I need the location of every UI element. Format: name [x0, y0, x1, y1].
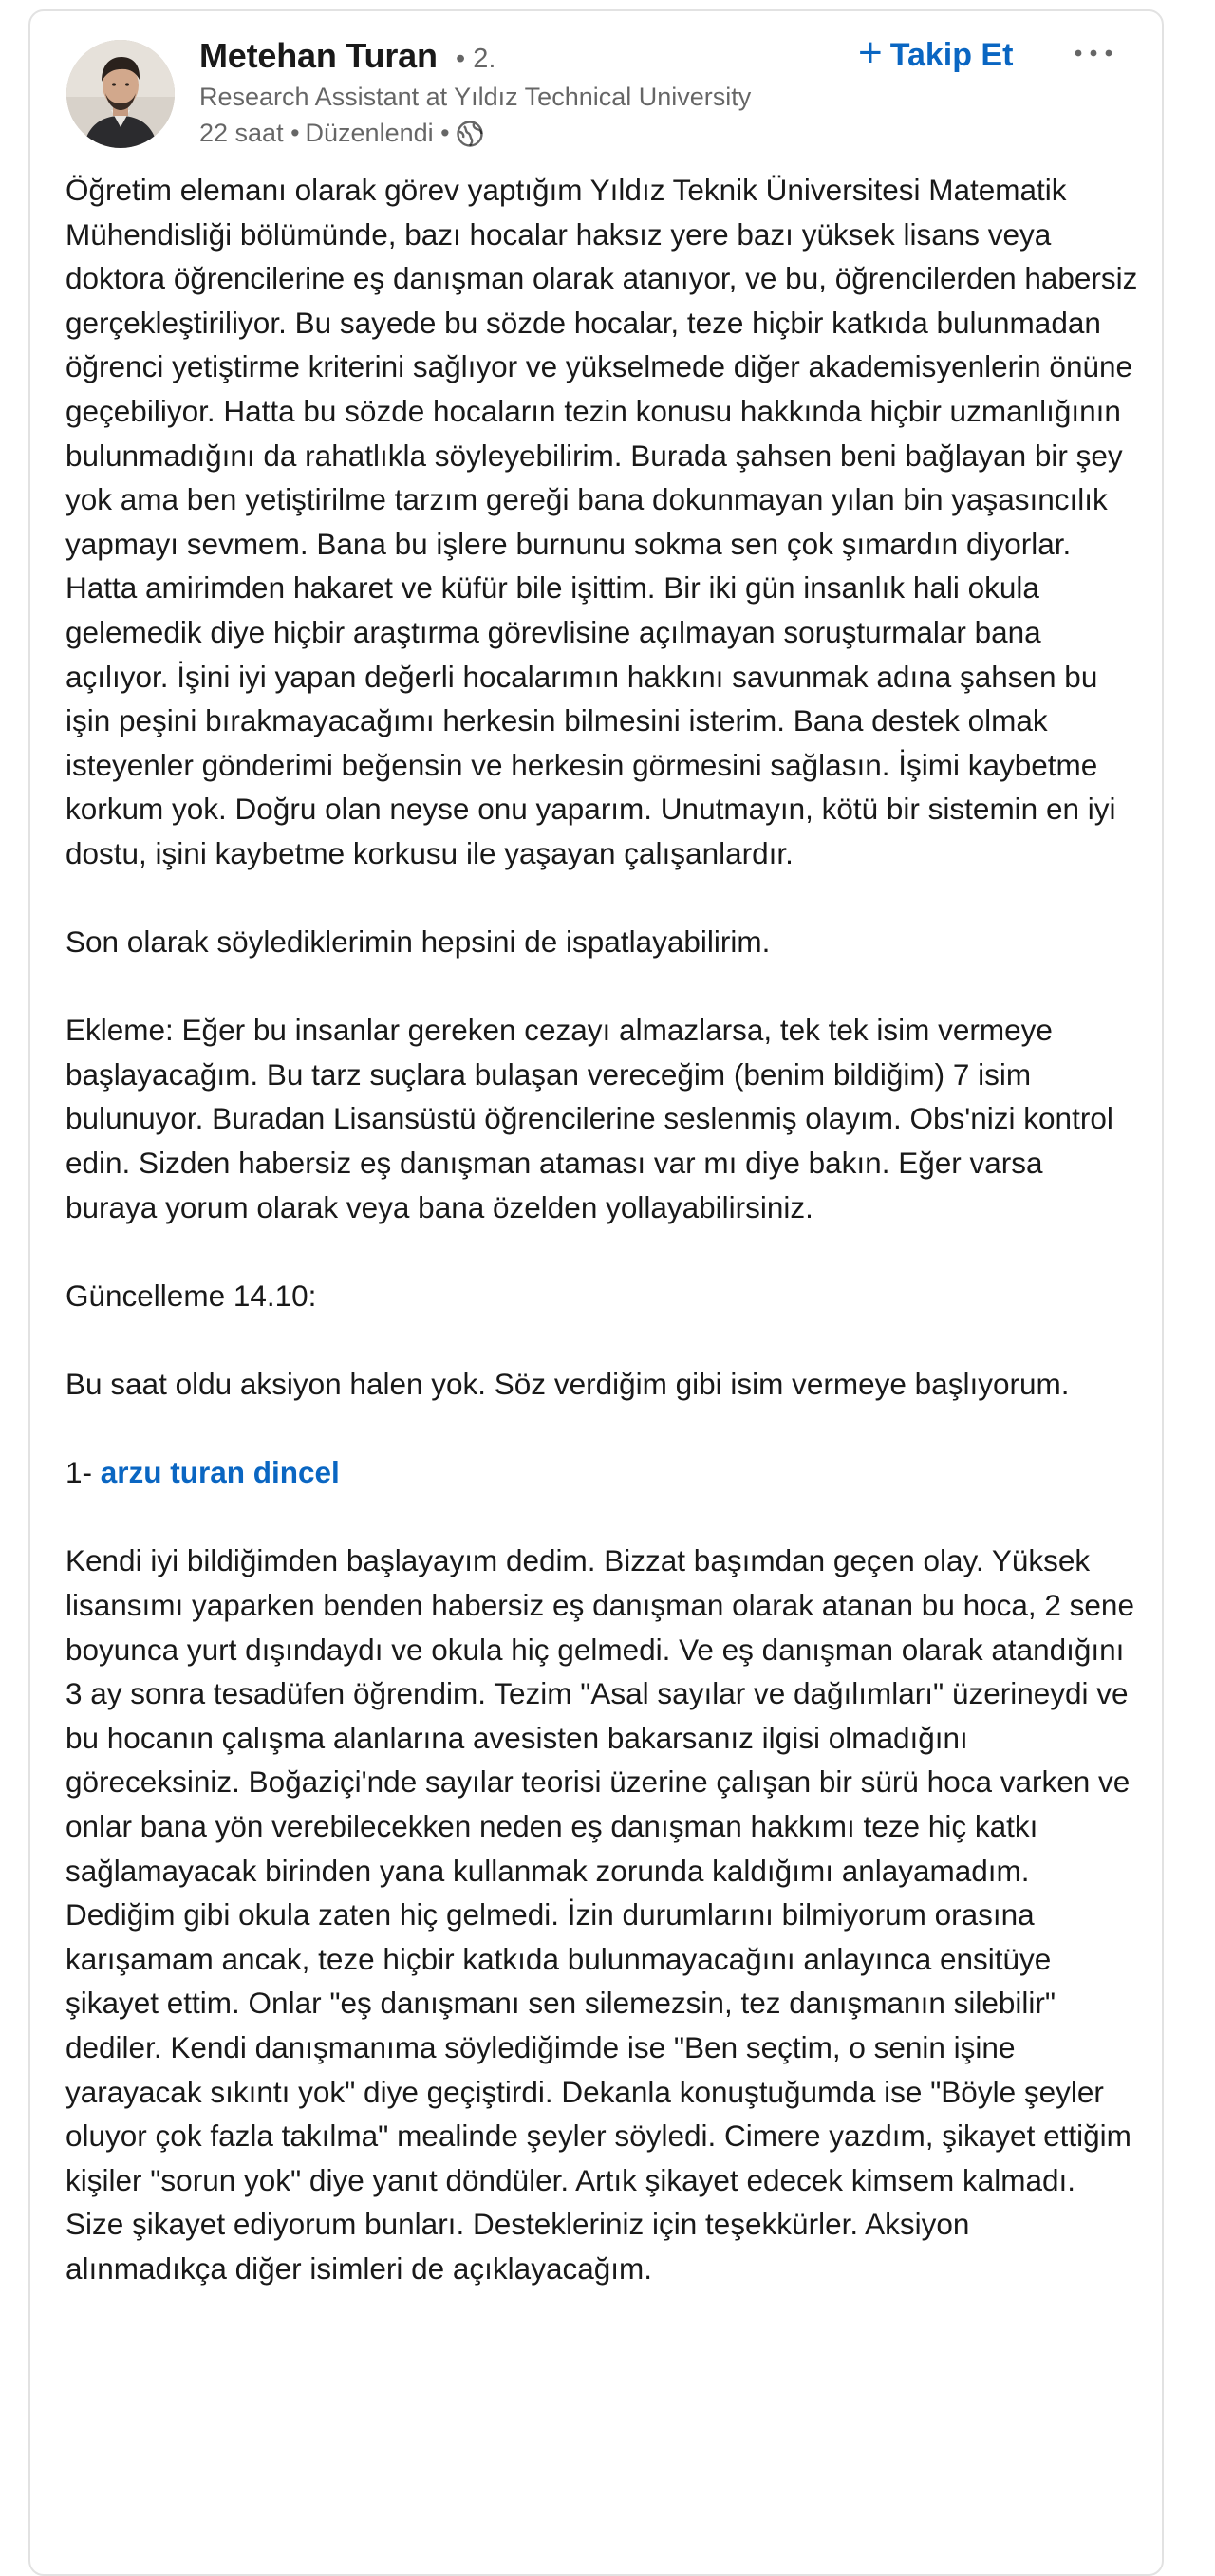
post-meta [199, 119, 484, 148]
post-body [65, 168, 1138, 2291]
post-paragraph: Kendi iyi bildiğimden başlayayım dedim. Bizzat başımdan geçen olay. Yüksek lisansımı yaparken benden habersiz eş danışman olarak atanan bu hoca, 2 sene boyunca yurt dışındaydı ve okula hiç gelmedi. Ve eş danışman olarak atandığını 3 ay sonra tesadüfen öğrendim. Tezim "Asal sayılar ve dağılımları" üzerineydi ve bu hocanın çalışma alanlarına avesisten bakarsanız ilgisi olmadığını göreceksiniz. Boğaziçi'nde sayılar teorisi üzerine çalışan bir sürü hoca varken ve onlar bana yön verebilecekken neden eş danışman hakkımı teze hiç katkı sağlamayacak birinden yana kullanmak zorunda kaldığımı anlayamadım. Dediğim gibi okula zaten hiç gelmedi. İzin durumlarını bilmiyorum orasına karışamam ancak, teze hiçbir katkıda bulunmayacağını anlayınca ensitüye şikayet ettim. Onlar "eş danışmanı sen silemezsin, tez danışmanın silebilir" dediler. Kendi danışmanıma söylediğimde ise "Ben seçtim, o senin işine yarayacak sıkıntı yok" diye geçiştirdi. Dekanla konuştuğumda ise "Böyle şeyler oluyor çok fazla takılma" mealinde şeyler söyledi. Cimere yazdım, şikayet ettiğim kişiler "sorun yok" diye yanıt döndüler. Artık şikayet edecek kimsem kalmadı. Size şikayet ediyorum bunları. Destekleriniz için teşekkürler. Aksiyon alınmadıkça diğer isimleri de açıklayacağım. [65, 1543, 1134, 2286]
post-paragraph: Ekleme: Eğer bu insanlar gereken cezayı almazlarsa, tek tek isim vermeye başlayacağım. Bu tarz suçlara bulaşan vereceğim (benim bildiğim) 7 isim bulunuyor. Buradan Lisansüstü öğrencilerine seslenmiş olayım. Obs'nizi kontrol edin. Sizden habersiz eş danışman ataması var mı diye bakın. Eğer varsa buraya yorum olarak veya bana özelden yollayabilirsiniz. [65, 1013, 1113, 1224]
paragraph-spacer [65, 1317, 1138, 1362]
paragraph-spacer [65, 876, 1138, 921]
post-paragraph: Son olarak söylediklerimin hepsini de ispatlayabilirim. [65, 924, 771, 960]
mention-link[interactable]: arzu turan dincel [100, 1455, 340, 1490]
ellipsis-icon [1069, 32, 1118, 74]
follow-label: Takip Et [889, 36, 1014, 73]
author-avatar[interactable] [66, 40, 175, 148]
author-headline: Research Assistant at Yıldız Technical University [199, 83, 752, 111]
post-paragraph: Öğretim elemanı olarak görev yaptığım Yıldız Teknik Üniversitesi Matematik Mühendisliği bölümünde, bazı hocalar haksız yere bazı yüksek lisans veya doktora öğrencilerine eş danışman olarak atanıyor, ve bu, öğrencilerden habersiz gerçekleştiriliyor. Bu sayede bu sözde hocalar, teze hiçbir katkıda bulunmadan öğrenci yetiştirme kriterini sağlıyor ve yükselmede diğer akademisyenlerin önüne geçebiliyor. Hatta bu sözde hocaların tezin konusu hakkında hiçbir uzmanlığının bulunmadığını da rahatlıkla söyleyebilirim. Burada şahsen beni bağlayan bir şey yok ama ben yetiştirilme tarzım gereği bana dokunmayan yılan bin yaşasıncılık yapmayı sevmem. Bana bu işlere burnunu sokma sen çok şımardın diyorlar. Hatta amirimden hakaret ve küfür bile işittim. Bir iki gün insanlık hali okula gelemedik diye hiçbir araştırma görevlisine açılmayan soruşturmalar bana açılıyor. İşini iyi yapan değerli hocalarımın hakkını savunmak adına şahsen bu işin peşini bırakmayacağımı herkesin bilmesini isterim. Bana destek olmak isteyenler gönderimi beğensin ve herkesin görmesini sağlasın. İşimi kaybetme korkum yok. Doğru olan neyse onu yaparım. Unutmayın, kötü bir sistemin en iyi dostu, işini kaybetme korkusu ile yaşayan çalışanlardır. [65, 173, 1138, 870]
post-time: 22 saat • [199, 119, 300, 147]
follow-button[interactable] [858, 28, 1013, 82]
paragraph-spacer [65, 964, 1138, 1009]
mention-line [65, 1450, 1138, 1495]
post-paragraph: Bu saat oldu aksiyon halen yok. Söz verdiğim gibi isim vermeye başlıyorum. [65, 1367, 1070, 1402]
author-name[interactable]: Metehan Turan [199, 36, 438, 75]
paragraph-spacer [65, 1495, 1138, 1540]
paragraph-spacer [65, 1229, 1138, 1274]
avatar-photo [66, 40, 175, 148]
edited-label: Düzenlendi • [305, 119, 450, 147]
list-prefix: 1- [65, 1455, 101, 1490]
post-paragraph: Güncelleme 14.10: [65, 1278, 317, 1313]
more-options-button[interactable] [1069, 32, 1118, 74]
paragraph-spacer [65, 1407, 1138, 1451]
connection-degree: • 2. [456, 44, 496, 74]
globe-icon [456, 120, 484, 148]
plus-icon: + [858, 29, 883, 76]
